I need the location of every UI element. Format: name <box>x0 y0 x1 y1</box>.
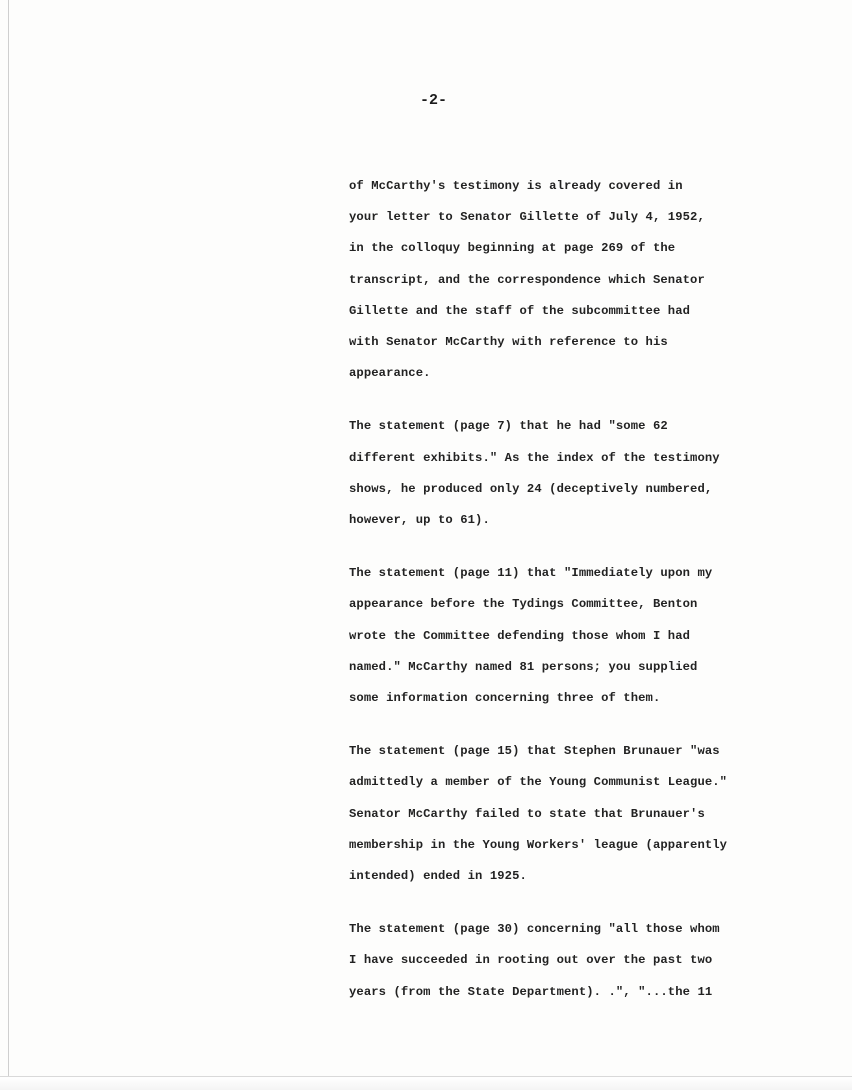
paragraph <box>349 736 769 892</box>
text-line: named." McCarthy named 81 persons; you supplied <box>349 659 698 674</box>
text-line: I have succeeded in rooting out over the past two <box>349 953 713 968</box>
text-line: The statement (page 7) that he had "some 62 <box>349 419 668 434</box>
text-line: years (from the State Department). .", "...the 11 <box>349 984 713 999</box>
text-line: The statement (page 30) concerning "all those whom <box>349 922 720 937</box>
text-line: appearance before the Tydings Committee, Benton <box>349 597 698 612</box>
text-line: wrote the Committee defending those whom I had <box>349 628 691 643</box>
paragraph <box>349 411 769 536</box>
text-line: in the colloquy beginning at page 269 of the <box>349 241 676 256</box>
text-line: The statement (page 15) that Stephen Brunauer "was <box>349 744 720 759</box>
text-line: Gillette and the staff of the subcommittee had <box>349 303 691 318</box>
page-bottom-edge <box>0 1076 852 1090</box>
text-line: The statement (page 11) that "Immediately upon my <box>349 566 713 581</box>
text-line: of McCarthy's testimony is already covered in <box>349 179 683 193</box>
text-line: membership in the Young Workers' league (apparently <box>349 837 728 852</box>
text-line: shows, he produced only 24 (deceptively numbered, <box>349 481 713 496</box>
text-line: however, up to 61). <box>349 513 490 528</box>
text-line: transcript, and the correspondence which Senator <box>349 272 705 287</box>
text-line: intended) ended in 1925. <box>349 869 527 884</box>
text-line: Senator McCarthy failed to state that Brunauer's <box>349 806 705 821</box>
text-line: appearance. <box>349 366 431 381</box>
paragraph <box>349 558 769 714</box>
paragraph <box>349 914 769 1008</box>
paragraph <box>349 171 769 389</box>
page-number: -2- <box>420 92 448 109</box>
text-line: with Senator McCarthy with reference to his <box>349 335 668 350</box>
text-line: different exhibits." As the index of the testimony <box>349 450 720 465</box>
text-line: admittedly a member of the Young Communist League." <box>349 775 728 790</box>
page-left-edge <box>8 0 9 1089</box>
text-line: your letter to Senator Gillette of July 4, 1952, <box>349 210 705 225</box>
document-body <box>349 171 769 1030</box>
text-line: some information concerning three of them. <box>349 691 661 706</box>
